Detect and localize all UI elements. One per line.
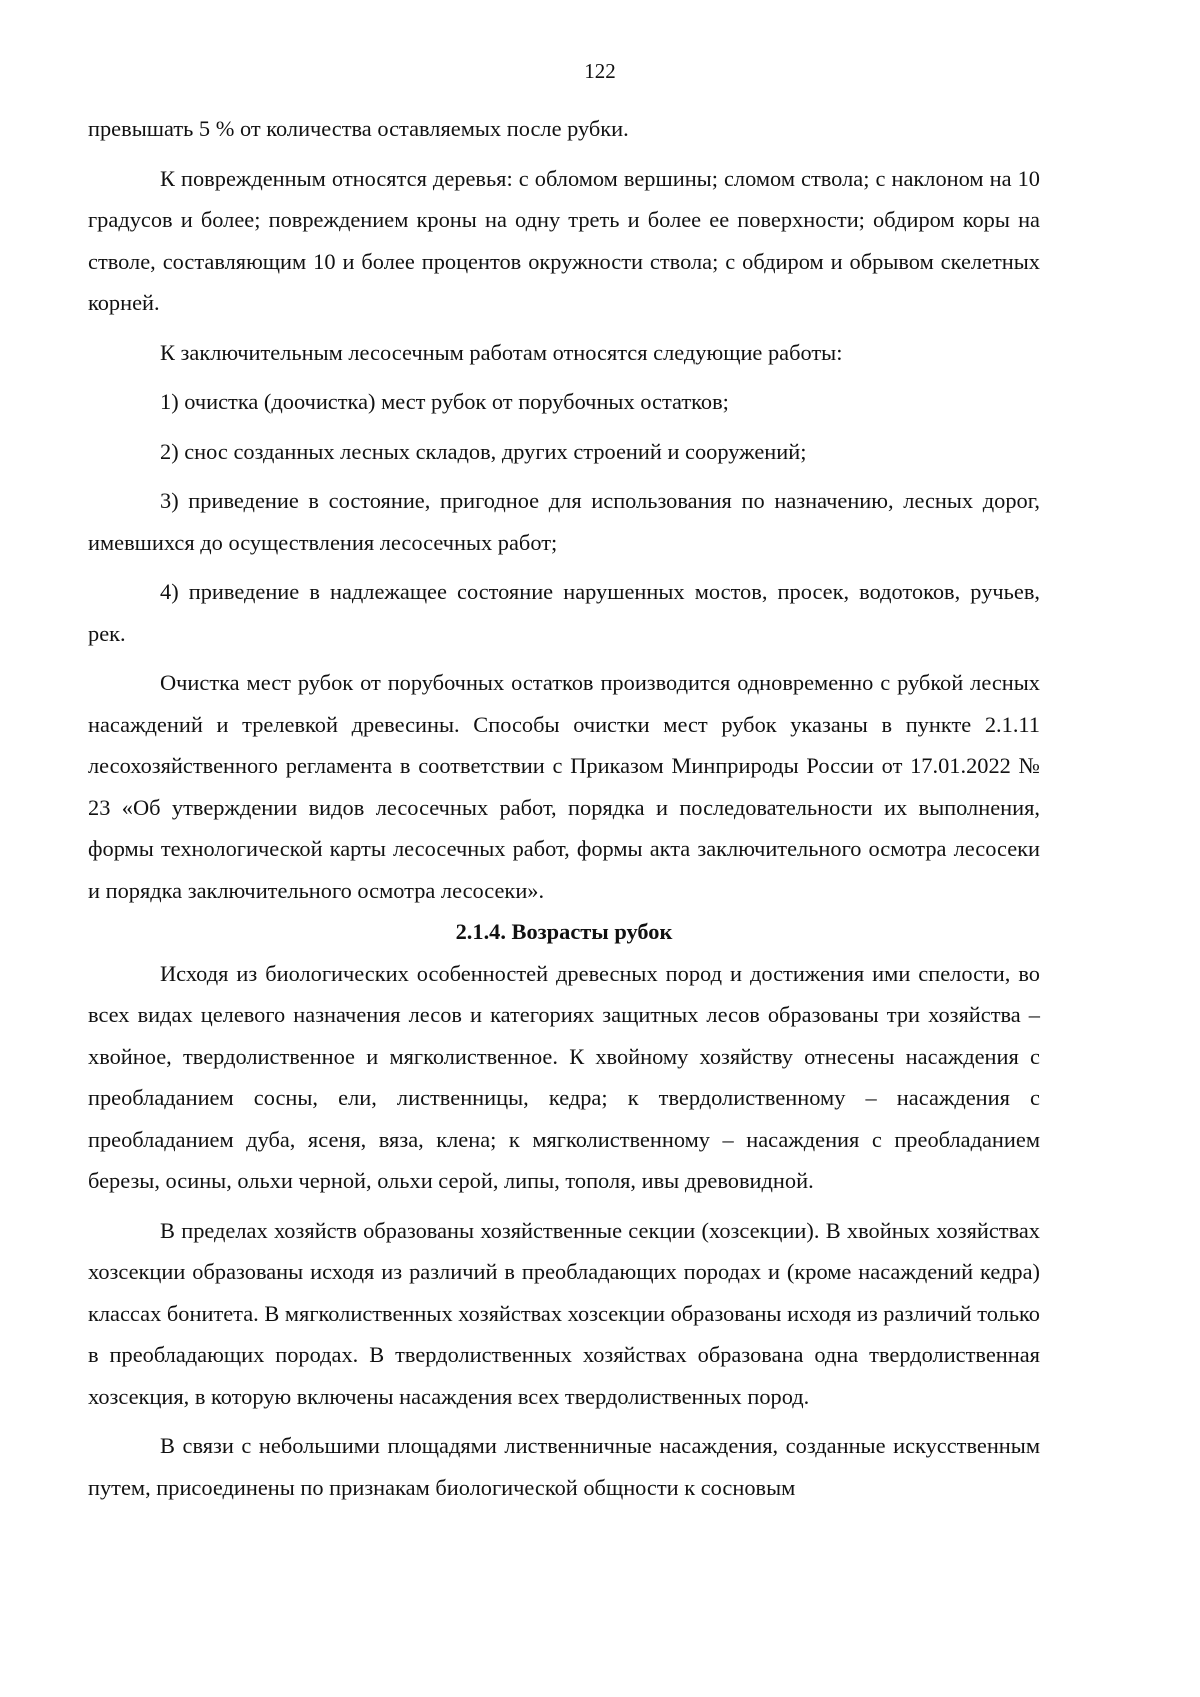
list-item-3: 3) приведение в состояние, пригодное для использования по назначению, лесных дорог, имевшихся до осуществления лесосечных работ; (88, 488, 1040, 555)
paragraph-sections: В пределах хозяйств образованы хозяйственные секции (хозсекции). В хвойных хозяйствах хозсекции образованы исходя из различий в преобладающих породах и (кроме насаждений кедра) классах бонитета. В мягколиственных хозяйствах хозсекции образованы исходя из различий только в преобладающих породах. В твердолиственных хозяйствах образована одна твердолиственная хозсекция, в которую включены насаждения всех твердолиственных пород. (88, 1217, 1040, 1409)
paragraph-continuation: превышать 5 % от количества оставляемых после рубки. (88, 116, 629, 141)
list-item-1: 1) очистка (доочистка) мест рубок от порубочных остатков; (160, 389, 729, 414)
list-item-4: 4) приведение в надлежащее состояние нарушенных мостов, просек, водотоков, ручьев, рек. (88, 579, 1040, 646)
paragraph-cleanup: Очистка мест рубок от порубочных остатков производится одновременно с рубкой лесных насаждений и трелевкой древесины. Способы очистки мест рубок указаны в пункте 2.1.11 лесохозяйственного регламента в соответствии с Приказом Минприроды России от 17.01.2022 № 23 «Об утверждении видов лесосечных работ, порядка и последовательности их выполнения, формы технологической карты лесосечных работ, формы акта заключительного осмотра лесосеки и порядка заключительного осмотра лесосеки». (88, 670, 1040, 903)
document-body (88, 108, 1040, 1508)
paragraph-damaged-trees: К поврежденным относятся деревья: с обломом вершины; сломом ствола; с наклоном на 10 градусов и более; повреждением кроны на одну треть и более ее поверхности; обдиром коры на стволе, составляющим 10 и более процентов окружности ствола; с обдиром и обрывом скелетных корней. (88, 165, 1040, 315)
paragraph-final-works-intro: К заключительным лесосечным работам относятся следующие работы: (160, 339, 843, 365)
list-item-2: 2) снос созданных лесных складов, других строений и сооружений; (160, 438, 807, 464)
section-heading: 2.1.4. Возрасты рубок (455, 919, 673, 944)
paragraph-larch: В связи с небольшими площадями лиственничные насаждения, созданные искусственным путем, присоединены по признакам биологической общности к сосновым (88, 1433, 1040, 1500)
paragraph-farms: Исходя из биологических особенностей древесных пород и достижения ими спелости, во всех видах целевого назначения лесов и категориях защитных лесов образованы три хозяйства – хвойное, твердолиственное и мягколиственное. К хвойному хозяйству отнесены насаждения с преобладанием сосны, ели, лиственницы, кедра; к твердолиственному – насаждения с преобладанием дуба, ясеня, вяза, клена; к мягколиственному – насаждения с преобладанием березы, осины, ольхи черной, ольхи серой, липы, тополя, ивы древовидной. (88, 960, 1040, 1193)
page-number: 122 (584, 59, 616, 83)
